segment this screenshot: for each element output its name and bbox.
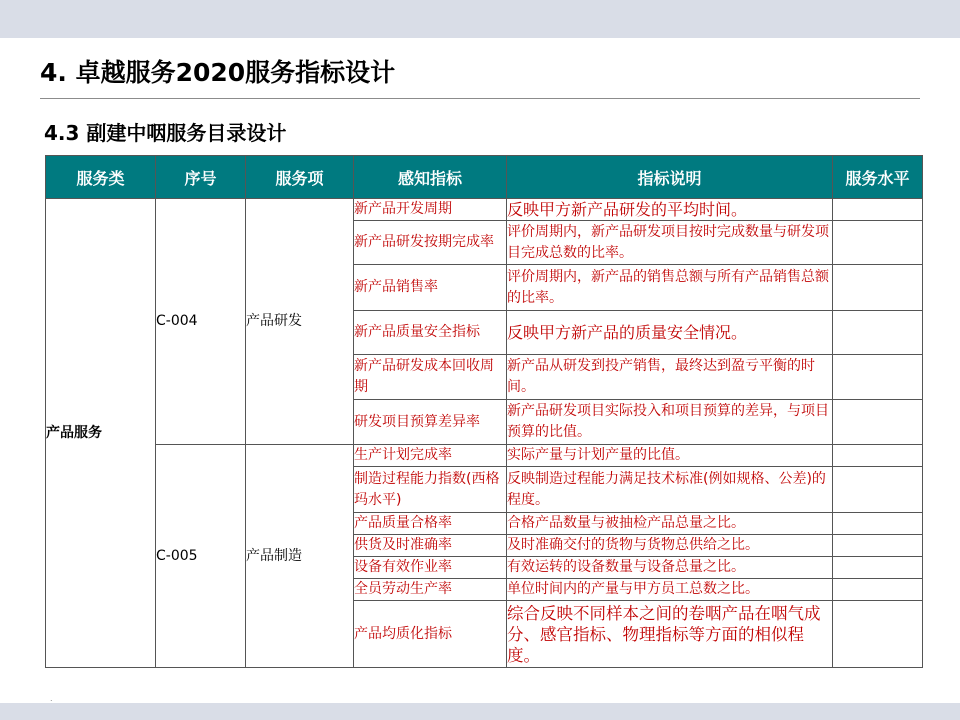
- service-level-cell: [833, 199, 923, 221]
- service-level-cell: [833, 535, 923, 557]
- description-cell: 及时准确交付的货物与货物总供给之比。: [507, 535, 833, 557]
- service-item-cell: 产品研发: [246, 199, 354, 445]
- description-cell: 反映甲方新产品的质量安全情况。: [507, 311, 833, 355]
- service-level-cell: [833, 513, 923, 535]
- service-level-cell: [833, 467, 923, 513]
- indicator-cell: 产品质量合格率: [354, 513, 507, 535]
- header-service-category: 服务类: [46, 156, 156, 199]
- service-level-cell: [833, 557, 923, 579]
- description-cell: 反映甲方新产品研发的平均时间。: [507, 199, 833, 221]
- service-level-cell: [833, 579, 923, 601]
- indicator-cell: 全员劳动生产率: [354, 579, 507, 601]
- indicator-cell: 研发项目预算差异率: [354, 400, 507, 445]
- description-cell: 实际产量与计划产量的比值。: [507, 445, 833, 467]
- indicator-cell: 产品均质化指标: [354, 601, 507, 668]
- service-level-cell: [833, 265, 923, 311]
- description-cell: 合格产品数量与被抽检产品总量之比。: [507, 513, 833, 535]
- indicator-cell: 新产品研发成本回收周期: [354, 355, 507, 400]
- service-category-cell: 产品服务: [46, 199, 156, 668]
- description-cell: 有效运转的设备数量与设备总量之比。: [507, 557, 833, 579]
- indicator-cell: 新产品开发周期: [354, 199, 507, 221]
- indicator-cell: 制造过程能力指数(西格玛水平): [354, 467, 507, 513]
- table-row: [46, 199, 923, 221]
- page-title: 4. 卓越服务2020服务指标设计: [40, 58, 396, 87]
- indicator-cell: 新产品质量安全指标: [354, 311, 507, 355]
- description-cell: 评价周期内，新产品研发项目按时完成数量与研发项目完成总数的比率。: [507, 221, 833, 265]
- description-cell: 综合反映不同样本之间的卷咽产品在咽气成分、感官指标、物理指标等方面的相似程度。: [507, 601, 833, 668]
- header-perceived-indicator: 感知指标: [354, 156, 507, 199]
- service-level-cell: [833, 400, 923, 445]
- header-service-item: 服务项: [246, 156, 354, 199]
- indicator-cell: 供货及时准确率: [354, 535, 507, 557]
- service-level-cell: [833, 311, 923, 355]
- description-cell: 新产品研发项目实际投入和项目预算的差异，与项目预算的比值。: [507, 400, 833, 445]
- description-cell: 评价周期内，新产品的销售总额与所有产品销售总额的比率。: [507, 265, 833, 311]
- footer-mark: .: [50, 694, 53, 703]
- header-indicator-description: 指标说明: [507, 156, 833, 199]
- title-divider: [40, 98, 920, 99]
- description-cell: 单位时间内的产量与甲方员工总数之比。: [507, 579, 833, 601]
- section-subtitle: 4.3 副建中咽服务目录设计: [44, 121, 287, 145]
- serial-number-cell: C-005: [156, 445, 246, 668]
- bottom-band: [0, 703, 960, 720]
- indicator-cell: 新产品销售率: [354, 265, 507, 311]
- indicator-cell: 设备有效作业率: [354, 557, 507, 579]
- indicator-cell: 生产计划完成率: [354, 445, 507, 467]
- service-item-cell: 产品制造: [246, 445, 354, 668]
- table-row: [46, 445, 923, 467]
- service-level-cell: [833, 355, 923, 400]
- indicator-cell: 新产品研发按期完成率: [354, 221, 507, 265]
- service-catalog-table: [45, 155, 923, 668]
- service-level-cell: [833, 221, 923, 265]
- top-band: [0, 0, 960, 38]
- table-header-row: [46, 156, 923, 199]
- description-cell: 反映制造过程能力满足技术标准(例如规格、公差)的程度。: [507, 467, 833, 513]
- description-cell: 新产品从研发到投产销售，最终达到盈亏平衡的时间。: [507, 355, 833, 400]
- service-level-cell: [833, 445, 923, 467]
- serial-number-cell: C-004: [156, 199, 246, 445]
- header-serial-number: 序号: [156, 156, 246, 199]
- service-level-cell: [833, 601, 923, 668]
- header-service-level: 服务水平: [833, 156, 923, 199]
